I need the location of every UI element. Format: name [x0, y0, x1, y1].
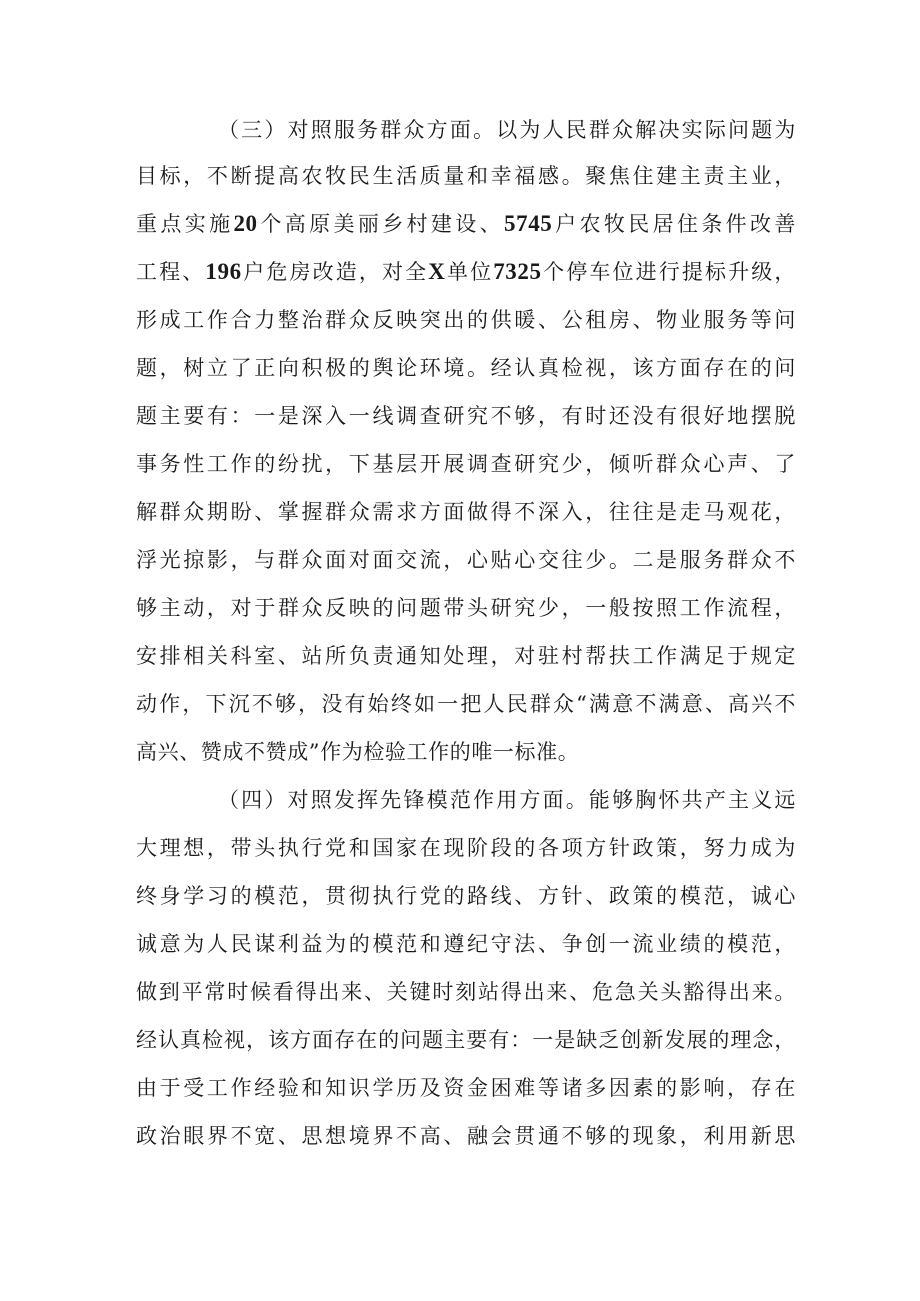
paragraph-line: 题，树立了正向积极的舆论环境。经认真检视，该方面存在的问 [136, 356, 796, 380]
paragraph-line: （三）对照服务群众方面。以为人民群众解决实际问题为 [218, 118, 796, 142]
text-run: 户农牧民居住条件改善 [552, 212, 796, 236]
paragraph-line: 够主动，对于群众反映的问题带头研究少，一般按照工作流程， [136, 596, 796, 620]
paragraph-line: 形成工作合力整治群众反映突出的供暖、公租房、物业服务等问 [136, 308, 796, 332]
paragraph-line: 经认真检视，该方面存在的问题主要有：一是缺乏创新发展的理念， [136, 1028, 796, 1052]
paragraph-line: 安排相关科室、站所负责通知处理，对驻村帮扶工作满足于规定 [136, 644, 796, 668]
text-run: 单位 [445, 260, 494, 284]
paragraph-line: 事务性工作的纷扰，下基层开展调查研究少，倾听群众心声、了 [136, 452, 796, 476]
text-run: 户危房改造，对全 [241, 260, 429, 284]
paragraph-line [136, 254, 796, 290]
number-run: 20 [233, 211, 258, 236]
number-run: 7325 [493, 259, 542, 284]
paragraph-line: 诚意为人民谋利益为的模范和遵纪守法、争创一流业绩的模范， [136, 932, 796, 956]
text-run: 工程、 [136, 260, 206, 284]
paragraph-line [136, 206, 796, 242]
paragraph-line: 大理想，带头执行党和国家在现阶段的各项方针政策，努力成为 [136, 836, 796, 860]
paragraph-line: 由于受工作经验和知识学历及资金困难等诸多因素的影响，存在 [136, 1076, 796, 1100]
text-run: 个停车位进行提标升级， [541, 260, 796, 284]
number-run: X [428, 259, 446, 284]
paragraph-line: 题主要有：一是深入一线调查研究不够，有时还没有很好地摆脱 [136, 404, 796, 428]
paragraph-line: （四）对照发挥先锋模范作用方面。能够胸怀共产主义远 [218, 788, 796, 812]
paragraph-line: 解群众期盼、掌握群众需求方面做得不深入，往往是走马观花， [136, 500, 796, 524]
text-run: 个高原美丽乡村建设、 [257, 212, 504, 236]
number-run: 5745 [504, 211, 553, 236]
paragraph-line: 政治眼界不宽、思想境界不高、融会贯通不够的现象，利用新思 [136, 1124, 796, 1148]
paragraph-line: 浮光掠影，与群众面对面交流，心贴心交往少。二是服务群众不 [136, 548, 796, 572]
paragraph-line: 动作，下沉不够，没有始终如一把人民群众“满意不满意、高兴不 [136, 692, 796, 716]
paragraph-line: 终身学习的模范，贯彻执行党的路线、方针、政策的模范，诚心 [136, 884, 796, 908]
paragraph-line: 高兴、赞成不赞成”作为检验工作的唯一标准。 [136, 740, 580, 764]
number-run: 196 [205, 259, 242, 284]
paragraph-line: 做到平常时候看得出来、关键时刻站得出来、危急关头豁得出来。 [136, 980, 796, 1004]
paragraph-line: 目标，不断提高农牧民生活质量和幸福感。聚焦住建主责主业， [136, 164, 796, 188]
text-run: 重点实施 [136, 212, 234, 236]
